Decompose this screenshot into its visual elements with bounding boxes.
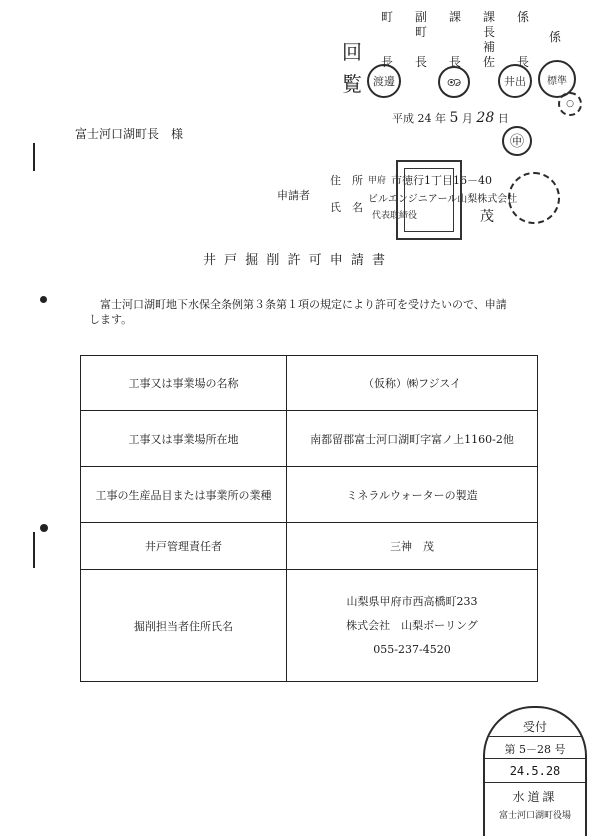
receipt-stamp-date: 24.5.28: [509, 764, 561, 778]
date-month-unit: 月: [461, 112, 473, 125]
table-value-cell: 南都留郡富士河口湖町字富ノ上1160-2他: [287, 411, 538, 467]
punch-hole-mark: [40, 296, 47, 303]
date-year: 24: [417, 112, 432, 125]
representative-name: 茂: [480, 209, 494, 225]
representative-label: 代表取締役: [372, 211, 418, 221]
circulation-column-staff: 係: [548, 30, 561, 44]
representative-round-seal: [508, 172, 560, 224]
circulation-label-1: 回: [342, 40, 362, 64]
circulation-column-mayor: 町 長: [380, 10, 393, 69]
receipt-stamp: [483, 706, 587, 836]
table-row: [81, 570, 538, 682]
date-month: 5: [449, 110, 459, 126]
table-value-cell: ミネラルウォーターの製造: [287, 467, 538, 523]
addressee: 富士河口湖町長 様: [75, 127, 184, 141]
name-label: 氏 名: [330, 201, 363, 214]
company-square-seal: [396, 160, 462, 240]
table-value-cell: （仮称）㈱フジスイ: [287, 356, 538, 411]
contractor-company: 株式会社 山梨ボーリング: [346, 618, 478, 632]
receipt-stamp-town: 富士河口湖町役場: [498, 811, 571, 821]
contractor-phone: 055-237-4520: [373, 642, 451, 656]
punch-hole-mark: [40, 524, 48, 532]
date-era: 平成: [392, 112, 414, 125]
body-text-line-2: します。: [89, 313, 133, 326]
document-title: 井 戸 掘 削 許 可 申 請 書: [203, 253, 388, 268]
small-seal-2: ㊥: [502, 126, 532, 156]
circulation-column-section-chief: 課 長: [448, 10, 461, 69]
scan-margin-mark: [33, 532, 35, 568]
circulation-column-deputy-mayor: 副 町 長: [414, 10, 427, 69]
receipt-stamp-title: 受付: [522, 720, 547, 734]
table-value-cell: 三神 茂: [287, 523, 538, 570]
applicant-label: 申請者: [277, 189, 310, 202]
date-day: 28: [476, 110, 495, 126]
contractor-cell: [287, 570, 538, 682]
address-value: 市徳行1丁目16－40: [391, 174, 492, 187]
scan-margin-mark: [33, 143, 35, 171]
table-row: [81, 523, 538, 570]
address-label: 住 所: [330, 174, 363, 187]
table-row: [81, 356, 538, 411]
receipt-stamp-department: 水道課: [512, 790, 558, 804]
small-seal-1: ○: [558, 92, 582, 116]
personal-seal-scribble: ꩨ: [438, 66, 470, 98]
personal-seal-ide: 井出: [498, 64, 532, 98]
date-day-unit: 日: [497, 112, 509, 125]
application-table: [80, 355, 538, 682]
table-row: [81, 467, 538, 523]
body-text-line-1: 富士河口湖町地下水保全条例第３条第１項の規定により許可を受けたいので、申請: [100, 298, 507, 311]
receipt-stamp-number: 第 5－28 号: [504, 743, 566, 756]
date-line: [392, 111, 509, 125]
personal-seal-staff: 標準: [538, 60, 576, 98]
table-label-cell: 井戸管理責任者: [81, 523, 287, 570]
table-label-cell: 工事の生産品目または事業所の業種: [81, 467, 287, 523]
company-name: ビルエンジニアール山梨株式会社: [368, 194, 518, 205]
table-label-cell: 工事又は事業場所在地: [81, 411, 287, 467]
table-label-cell: 掘削担当者住所氏名: [81, 570, 287, 682]
date-year-unit: 年: [435, 112, 446, 125]
table-row: [81, 411, 538, 467]
personal-seal-watanabe: 渡邊: [367, 64, 401, 98]
contractor-address: 山梨県甲府市西高橋町233: [346, 594, 478, 608]
circulation-column-unit-chief: 係 長: [516, 10, 529, 69]
circulation-column-assistant-chief: 課 長 補 佐: [482, 10, 495, 69]
table-label-cell: 工事又は事業場の名称: [81, 356, 287, 411]
address-prefix: 甲府: [368, 176, 387, 186]
circulation-label-2: 覧: [342, 72, 362, 96]
